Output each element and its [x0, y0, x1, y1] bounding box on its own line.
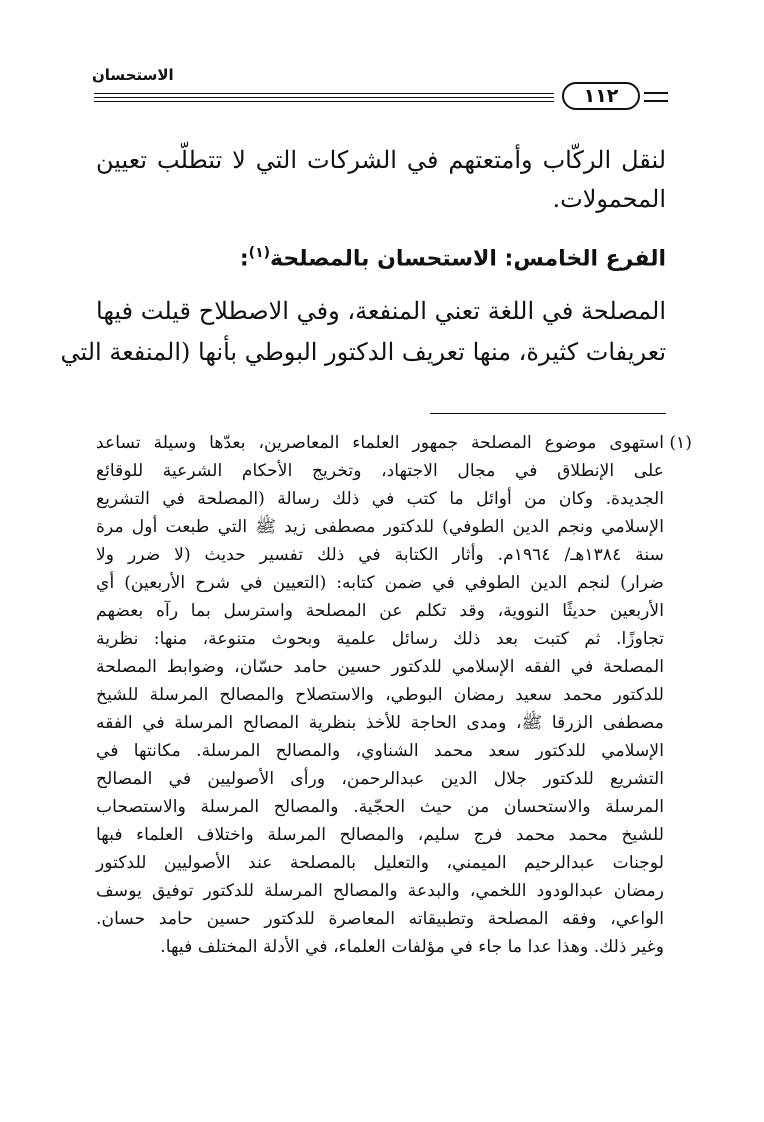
- footnote-line: الإسلامي للدكتور سعد محمد الشناوي، والمصالح المرسلة. مكانتها في: [96, 741, 664, 761]
- section-heading-text: الفرع الخامس: الاستحسان بالمصلحة: [270, 246, 666, 272]
- footnote-line: الأربعين حديثًا النووية، وقد تكلم عن المصلحة واسترسل بما رآه بعضهم: [96, 601, 664, 621]
- section-heading-colon: :: [239, 246, 249, 272]
- footnote-separator: [430, 413, 666, 414]
- header-rule: [94, 101, 554, 102]
- section-heading: [240, 238, 666, 274]
- footnote-line: المرسلة والاستحسان من حيث الحجّية. والمصالح المرسلة والاستصحاب: [96, 797, 664, 817]
- running-title: الاستحسان: [92, 66, 174, 84]
- footnote-line: وغير ذلك. وهذا عدا ما جاء في مؤلفات العلماء، في الأدلة المختلف فيها.: [160, 937, 664, 957]
- footnote-line: مصطفى الزرقا ﷺ، ومدى الحاجة للأخذ بنظرية المصالح المرسلة في الفقه: [96, 713, 664, 733]
- footnote-line: تجاوزًا. ثم كتبت بعد ذلك رسائل علمية وبحوث متنوعة، منها: نظرية: [96, 629, 664, 649]
- footnote-line: على الإنطلاق في مجال الاجتهاد، وتخريج الأحكام الشرعية للوقائع: [96, 461, 664, 481]
- footnote-line: سنة ١٣٨٤هـ/ ١٩٦٤م. وأثار الكتابة في ذلك تفسير حديث (لا ضرر ولا: [96, 545, 664, 565]
- body-line: لنقل الركّاب وأمتعتهم في الشركات التي لا تتطلّب تعيين: [96, 146, 666, 174]
- footnote-line: للشيخ محمد محمد فرج سليم، والمصالح المرسلة واختلاف العلماء فبها: [96, 825, 664, 845]
- footnote-line: الإسلامي ونجم الدين الطوفي) للدكتور مصطفى زيد ﷺ التي طبعت أول مرة: [96, 517, 664, 537]
- footnote-line: لوجنات عبدالرحيم الميمني، والتعليل بالمصلحة عند الأصوليين للدكتور: [96, 853, 664, 873]
- footnote-line: رمضان عبدالودود اللخمي، والبدعة والمصالح المرسلة للدكتور توفيق يوسف: [96, 881, 664, 901]
- footnote-line: المصلحة في الفقه الإسلامي للدكتور حسين حامد حسّان، وضوابط المصلحة: [96, 657, 664, 677]
- body-line: المصلحة في اللغة تعني المنفعة، وفي الاصطلاح قيلت فيها: [96, 297, 666, 325]
- header-short-rule: [644, 92, 668, 94]
- footnote-line: استهوى موضوع المصلحة جمهور العلماء المعاصرين، بعدّها وسيلة تساعد: [96, 433, 664, 453]
- header-rule: [94, 97, 554, 98]
- footnote-line: للدكتور محمد سعيد رمضان البوطي، والاستصلاح والمصالح المرسلة للشيخ: [96, 685, 664, 705]
- header-rule: [94, 93, 554, 94]
- footnote-line: ضرار) لنجم الدين الطوفي في ضمن كتابه: (التعيين في شرح الأربعين) أي: [96, 573, 664, 593]
- body-line: تعريفات كثيرة، منها تعريف الدكتور البوطي بأنها (المنفعة التي: [60, 338, 666, 366]
- footnote-line: الواعي، وفقه المصلحة وتطبيقاته المعاصرة للدكتور حسين حامد حسان.: [96, 909, 664, 929]
- page-number: [562, 82, 640, 110]
- footnote-line: الجديدة. وكان من أوائل ما كتب في ذلك رسالة (المصلحة في التشريع: [96, 489, 664, 509]
- page-number-text: ١١٢: [583, 85, 619, 107]
- footnote-marker: (١): [669, 433, 692, 453]
- footnote-reference: (١): [248, 245, 271, 261]
- footnote-line: التشريع للدكتور جلال الدين عبدالرحمن، ورأى الأصوليين في المصالح: [96, 769, 664, 789]
- header-short-rule: [644, 100, 668, 102]
- body-line: المحمولات.: [552, 185, 666, 213]
